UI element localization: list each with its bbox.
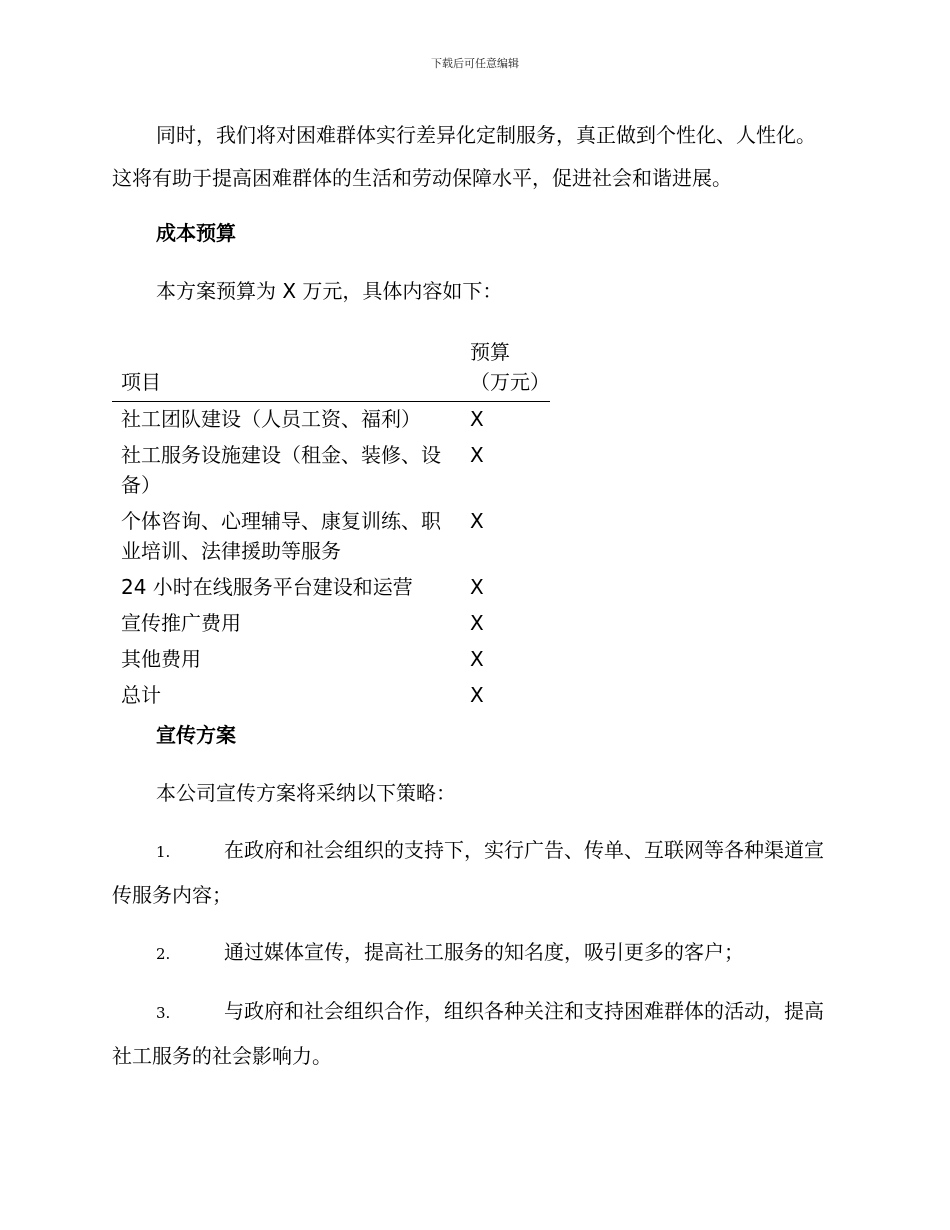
budget-heading: 成本预算 (156, 221, 236, 245)
column-header-item: 项目 (112, 335, 461, 402)
list-item-text: 与政府和社会组织合作，组织各种关注和支持困难群体的活动，提高社工服务的社会影响力。 (112, 999, 824, 1068)
intro-paragraph: 同时，我们将对困难群体实行差异化定制服务，真正做到个性化、人性化。这将有助于提高困难群体的生活和劳动保障水平，促进社会和谐进展。 (112, 123, 816, 190)
budget-intro: 本方案预算为 X 万元，具体内容如下： (156, 279, 503, 303)
row-item: 总计 (121, 683, 161, 707)
row-item: 个体咨询、心理辅导、康复训练、职业培训、法律援助等服务 (121, 509, 441, 563)
row-amount: X (470, 611, 484, 635)
row-item: 其他费用 (121, 647, 201, 671)
table-row (112, 570, 550, 606)
budget-table-header-row (112, 335, 550, 402)
page-header-note: 下载后可任意编辑 (431, 57, 519, 70)
row-amount: X (470, 575, 484, 599)
list-item-number: 1. (156, 843, 171, 861)
list-item (112, 990, 834, 1078)
promotion-heading: 宣传方案 (156, 723, 236, 747)
table-row-total (112, 678, 550, 714)
list-item-text: 在政府和社会组织的支持下，实行广告、传单、互联网等各种渠道宣传服务内容； (112, 838, 824, 907)
list-item (112, 931, 834, 976)
list-item-number: 3. (156, 1004, 171, 1022)
row-item: 社工团队建设（人员工资、福利） (121, 407, 421, 431)
row-amount: X (470, 509, 484, 533)
table-row (112, 606, 550, 642)
table-row (112, 504, 550, 570)
row-amount: X (470, 683, 484, 707)
table-row (112, 642, 550, 678)
table-row (112, 402, 550, 439)
row-amount: X (470, 443, 484, 467)
column-header-budget: 预算（万元） (461, 335, 550, 402)
row-item: 宣传推广费用 (121, 611, 241, 635)
document-body (112, 114, 834, 1092)
row-amount: X (470, 407, 484, 431)
table-row (112, 438, 550, 504)
list-item-number: 2. (156, 945, 171, 963)
row-item: 24 小时在线服务平台建设和运营 (121, 575, 413, 599)
list-item-text: 通过媒体宣传，提高社工服务的知名度，吸引更多的客户； (224, 940, 744, 964)
row-amount: X (470, 647, 484, 671)
promotion-intro: 本公司宣传方案将采纳以下策略： (156, 781, 456, 805)
row-item: 社工服务设施建设（租金、装修、设备） (121, 443, 441, 497)
budget-table (112, 335, 550, 714)
list-item (112, 829, 834, 917)
